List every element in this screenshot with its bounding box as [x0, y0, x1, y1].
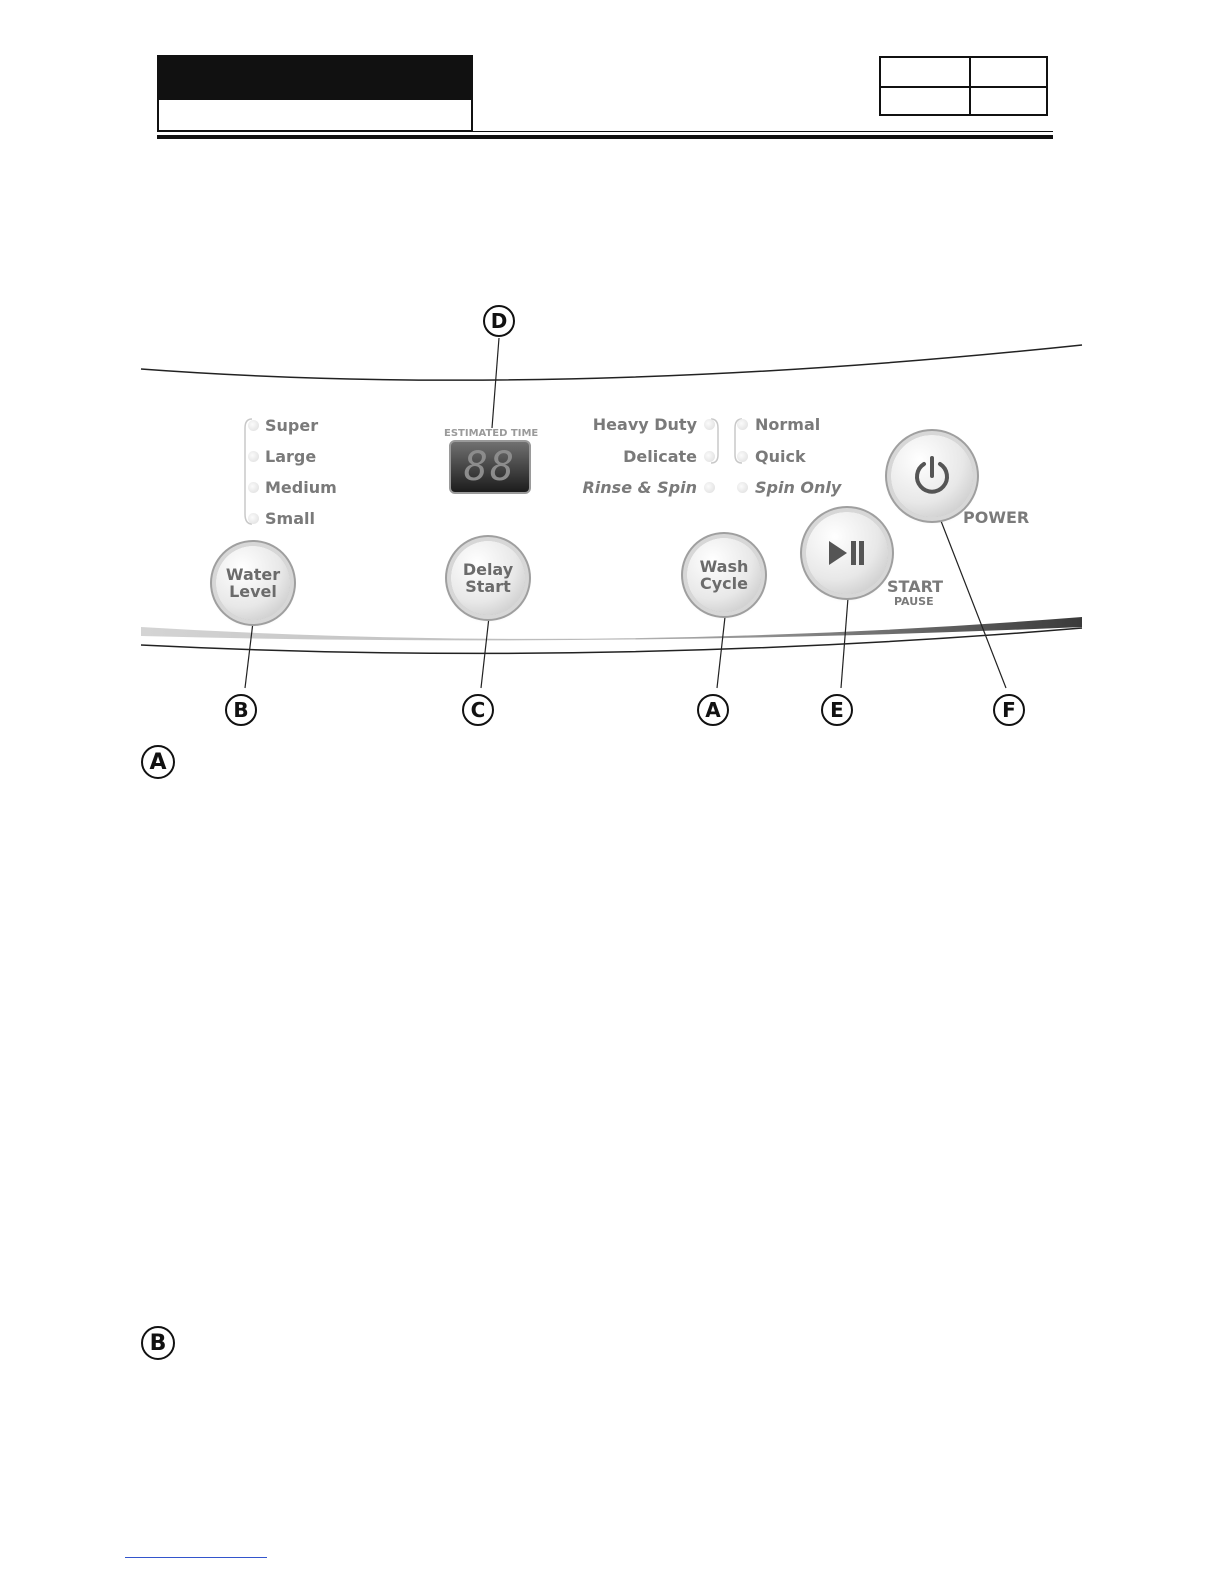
leader-line-e	[841, 598, 848, 688]
label-medium: Medium	[265, 478, 337, 497]
estimated-time-display	[449, 440, 531, 494]
delay-start-button[interactable]	[451, 541, 525, 615]
label-large: Large	[265, 447, 317, 466]
label-super: Super	[265, 416, 319, 435]
footer-link-underline[interactable]	[125, 1557, 267, 1558]
led-rinse-spin	[704, 482, 715, 493]
led-delicate	[704, 451, 715, 462]
label-small: Small	[265, 509, 315, 528]
estimated-time-label: ESTIMATED TIME	[444, 428, 539, 439]
callout-b: B	[225, 694, 257, 726]
delay-start-button-line1: Delay	[462, 560, 514, 579]
leader-line-a	[717, 617, 725, 688]
power-icon	[910, 454, 954, 498]
power-button[interactable]	[891, 435, 973, 517]
start-pause-button[interactable]	[806, 512, 888, 594]
led-quick	[737, 451, 748, 462]
panel-top-edge	[141, 345, 1082, 380]
callout-c: C	[462, 694, 494, 726]
leader-line-d	[492, 338, 499, 428]
callout-f: F	[993, 694, 1025, 726]
led-heavy-duty	[704, 419, 715, 430]
label-normal: Normal	[755, 415, 821, 434]
pause-label: PAUSE	[894, 595, 934, 608]
callout-e: E	[821, 694, 853, 726]
label-rinse-spin: Rinse & Spin	[582, 478, 697, 497]
callout-d: D	[483, 305, 515, 337]
label-heavy-duty: Heavy Duty	[592, 415, 697, 434]
water-level-bracket	[245, 419, 252, 524]
callout-a: A	[697, 694, 729, 726]
wash-cycle-button-line2: Cycle	[699, 574, 748, 593]
power-label: POWER	[963, 508, 1030, 527]
water-level-button-line2: Level	[229, 582, 277, 601]
leader-line-f	[941, 521, 1006, 688]
led-super	[248, 420, 259, 431]
label-delicate: Delicate	[623, 447, 697, 466]
led-normal	[737, 419, 748, 430]
label-spin-only: Spin Only	[755, 478, 842, 497]
wash-cycle-button-line1: Wash	[699, 557, 749, 576]
led-spin-only	[737, 482, 748, 493]
led-medium	[248, 482, 259, 493]
water-level-button[interactable]	[216, 546, 290, 620]
label-quick: Quick	[755, 447, 806, 466]
panel-swoosh	[141, 617, 1082, 640]
display-digits: 88	[463, 444, 517, 490]
leader-line-c	[481, 617, 489, 688]
wash-cycle-button[interactable]	[687, 538, 761, 612]
led-small	[248, 513, 259, 524]
start-label: START	[887, 577, 944, 596]
water-level-button-line1: Water	[225, 565, 281, 584]
section-marker-b: B	[141, 1326, 175, 1360]
leader-line-b	[245, 622, 253, 688]
led-large	[248, 451, 259, 462]
play-pause-icon	[827, 538, 867, 568]
delay-start-button-line2: Start	[465, 577, 511, 596]
section-marker-a: A	[141, 745, 175, 779]
